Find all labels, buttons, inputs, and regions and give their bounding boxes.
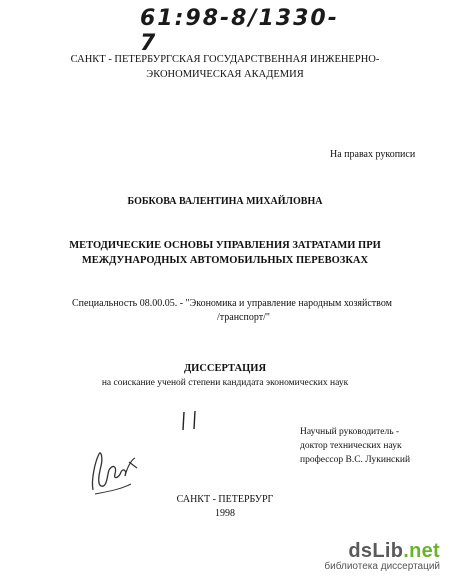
logo-main: dsLib: [348, 540, 404, 562]
dissertation-heading: ДИССЕРТАЦИЯ: [183, 363, 267, 374]
institution-name: [0, 52, 450, 82]
supervisor-line-1: Научный руководитель -: [300, 427, 400, 437]
thesis-title: [0, 238, 450, 268]
logo-tld: .net: [403, 540, 440, 562]
supervisor-line-2: доктор технических наук: [300, 441, 402, 451]
dslib-watermark[interactable]: [270, 540, 440, 572]
dslib-logo[interactable]: [270, 540, 440, 563]
institution-line-1: САНКТ - ПЕТЕРБУРГСКАЯ ГОСУДАРСТВЕННАЯ ИНЖЕНЕРНО-: [70, 54, 380, 65]
supervisor-line-3: профессор В.С. Лукинский: [300, 455, 411, 465]
place-and-year: [0, 493, 450, 521]
supervisor-block: [300, 425, 410, 467]
specialty: [72, 297, 432, 325]
archive-stamp-number: 61:98-8/1330-7: [140, 6, 339, 56]
handwritten-marks-icon: [178, 410, 202, 432]
dissertation-subtitle: на соискание ученой степени кандидата экономических наук: [101, 378, 349, 388]
institution-line-2: ЭКОНОМИЧЕСКАЯ АКАДЕМИЯ: [146, 69, 304, 80]
city: САНКТ - ПЕТЕРБУРГ: [176, 494, 274, 505]
thesis-title-line-1: МЕТОДИЧЕСКИЕ ОСНОВЫ УПРАВЛЕНИЯ ЗАТРАТАМИ ПРИ: [69, 240, 381, 251]
author-name: БОБКОВА ВАЛЕНТИНА МИХАЙЛОВНА: [127, 196, 323, 207]
specialty-line-1: Специальность 08.00.05. - "Экономика и управление народным хозяйством: [72, 298, 392, 309]
specialty-line-2: /транспорт/": [217, 312, 270, 323]
handwritten-signature-icon: [85, 440, 145, 500]
year: 1998: [215, 508, 235, 519]
rights-notice: На правах рукописи: [330, 149, 416, 160]
dslib-tagline: библиотека диссертаций: [324, 561, 440, 572]
thesis-title-line-2: МЕЖДУНАРОДНЫХ АВТОМОБИЛЬНЫХ ПЕРЕВОЗКАХ: [81, 255, 369, 266]
